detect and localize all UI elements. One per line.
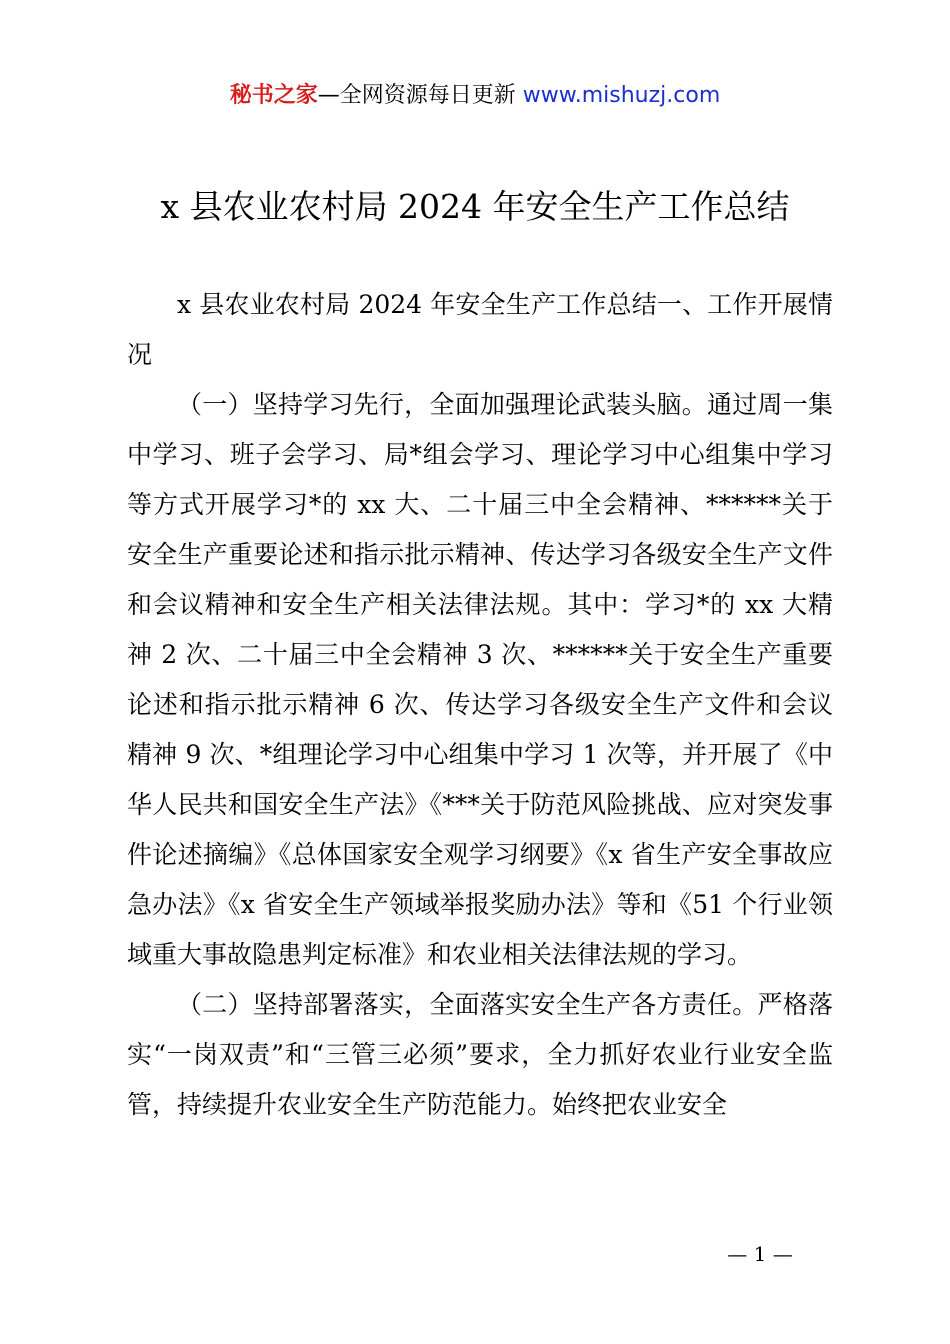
site-header: [0, 80, 950, 112]
site-brand: 秘书之家: [229, 83, 318, 108]
document-title: x 县农业农村局 2024 年安全生产工作总结: [160, 187, 790, 226]
paragraph-section-2: （二）坚持部署落实，全面落实安全生产各方责任。严格落实“一岗双责”和“三管三必须”要求，全力抓好农业行业安全监管，持续提升农业安全生产防范能力。始终把农业安全: [127, 990, 833, 1119]
paragraph-intro: x 县农业农村局 2024 年安全生产工作总结一、工作开展情况: [127, 290, 833, 369]
site-url-link[interactable]: www.mishuzj.com: [522, 83, 721, 108]
site-tagline: —全网资源每日更新: [317, 83, 523, 108]
document-body: [127, 280, 833, 1130]
paragraph-section-1: （一）坚持学习先行，全面加强理论武装头脑。通过周一集中学习、班子会学习、局*组会学习、理论学习中心组集中学习等方式开展学习*的 xx 大、二十届三中全会精神、******关于安全生产重要论述和指示批示精神、传达学习各级安全生产文件和会议精神和安全生产相关法律法规。其中：学习*的 xx 大精神 2 次、二十届三中全会精神 3 次、******关于安全生产重要论述和指示批示精神 6 次、传达学习各级安全生产文件和会议精神 9 次、*组理论学习中心组集中学习 1 次等，并开展了《中华人民共和国安全生产法》《***关于防范风险挑战、应对突发事件论述摘编》《总体国家安全观学习纲要》《x 省生产安全事故应急办法》《x 省安全生产领域举报奖励办法》等和《51 个行业领域重大事故隐患判定标准》和农业相关法律法规的学习。: [127, 390, 833, 969]
page-number: — 1 —: [727, 1242, 793, 1266]
